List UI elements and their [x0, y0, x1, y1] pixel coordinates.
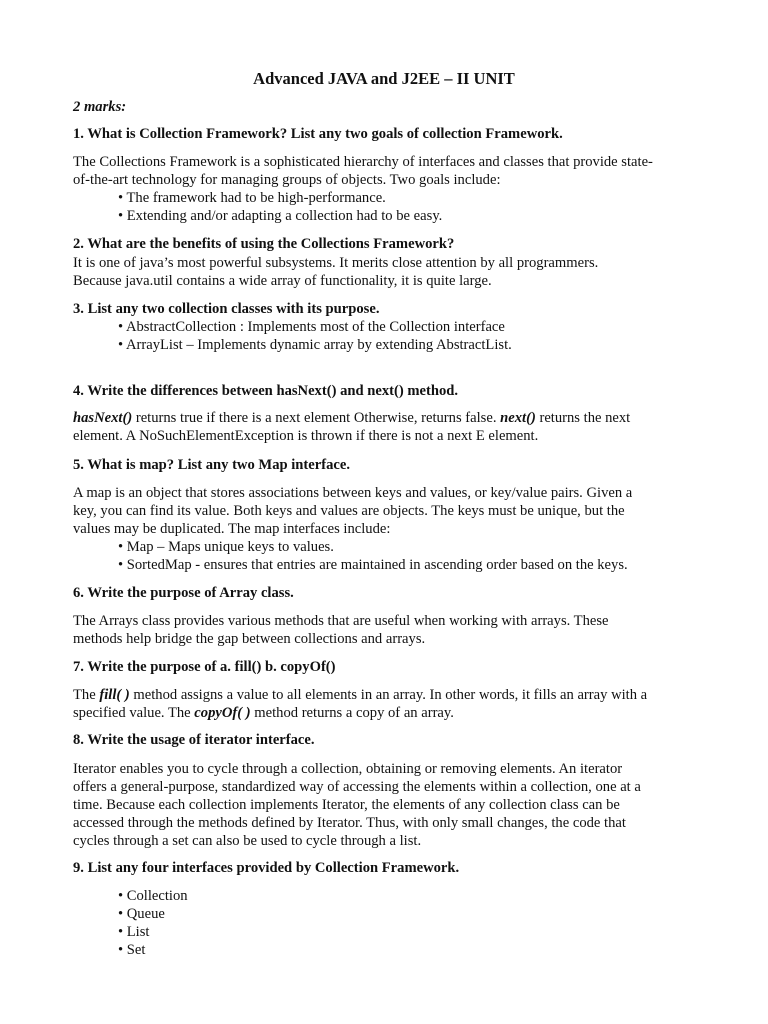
answer-3-bullet: • ArrayList – Implements dynamic array by extending AbstractList.	[118, 337, 512, 353]
answer-7-text: The	[73, 687, 100, 703]
answer-4-line	[73, 409, 630, 427]
answer-7-line	[73, 704, 454, 722]
answer-9-bullet: • Queue	[118, 906, 165, 922]
answer-8-line: time. Because each collection implements Iterator, the elements of any collection class can be	[73, 797, 620, 813]
question-2: 2. What are the benefits of using the Collections Framework?	[73, 236, 455, 252]
answer-9-bullet: • List	[118, 924, 150, 940]
answer-2-line: It is one of java’s most powerful subsystems. It merits close attention by all programmers.	[73, 255, 599, 271]
method-fill: fill( )	[99, 687, 130, 703]
answer-3-bullet: • AbstractCollection : Implements most of the Collection interface	[118, 319, 505, 335]
answer-6-line: The Arrays class provides various methods that are useful when working with arrays. These	[73, 613, 609, 629]
answer-7-text: method returns a copy of an array.	[250, 705, 454, 721]
method-hasnext: hasNext()	[73, 410, 133, 426]
answer-1-bullet: • The framework had to be high-performance.	[118, 190, 386, 206]
answer-4-text: returns the next	[535, 410, 631, 426]
method-next: next()	[500, 410, 536, 426]
question-4: 4. Write the differences between hasNext() and next() method.	[73, 383, 459, 399]
answer-7-text: method assigns a value to all elements in an array. In other words, it fills an array with a	[129, 687, 648, 703]
answer-5-bullet: • SortedMap - ensures that entries are maintained in ascending order based on the keys.	[118, 557, 628, 573]
question-7: 7. Write the purpose of a. fill() b. copyOf()	[73, 659, 336, 675]
document-title: Advanced JAVA and J2EE – II UNIT	[253, 69, 515, 88]
answer-5-line: values may be duplicated. The map interfaces include:	[73, 521, 391, 537]
answer-7-text: specified value. The	[73, 705, 195, 721]
answer-4-line: element. A NoSuchElementException is thrown if there is not a next E element.	[73, 428, 539, 444]
answer-8-line: accessed through the methods defined by Iterator. Thus, with only small changes, the code that	[73, 815, 626, 831]
answer-1-bullet: • Extending and/or adapting a collection had to be easy.	[118, 208, 443, 224]
question-8: 8. Write the usage of iterator interface.	[73, 732, 315, 748]
answer-1-line: The Collections Framework is a sophisticated hierarchy of interfaces and classes that provide state-	[73, 154, 653, 170]
question-6: 6. Write the purpose of Array class.	[73, 585, 294, 601]
answer-6-line: methods help bridge the gap between collections and arrays.	[73, 631, 426, 647]
answer-5-line: key, you can find its value. Both keys and values are objects. The keys must be unique, but the	[73, 503, 625, 519]
answer-5-bullet: • Map – Maps unique keys to values.	[118, 539, 334, 555]
question-9: 9. List any four interfaces provided by Collection Framework.	[73, 860, 460, 876]
question-1: 1. What is Collection Framework? List any two goals of collection Framework.	[73, 126, 563, 142]
question-5: 5. What is map? List any two Map interface.	[73, 457, 351, 473]
answer-5-line: A map is an object that stores associations between keys and values, or key/value pairs. Given a	[73, 485, 633, 501]
answer-8-line: cycles through a set can also be used to cycle through a list.	[73, 833, 422, 849]
answer-7-line	[73, 686, 647, 704]
answer-1-line: of-the-art technology for managing groups of objects. Two goals include:	[73, 172, 501, 188]
answer-9-bullet: • Set	[118, 942, 146, 958]
method-copyof: copyOf( )	[194, 705, 251, 721]
answer-4-text: returns true if there is a next element Otherwise, returns false.	[132, 410, 501, 426]
answer-9-bullet: • Collection	[118, 888, 188, 904]
answer-2-line: Because java.util contains a wide array of functionality, it is quite large.	[73, 273, 492, 289]
question-3: 3. List any two collection classes with its purpose.	[73, 301, 380, 317]
section-heading: 2 marks:	[73, 99, 127, 115]
answer-8-line: Iterator enables you to cycle through a collection, obtaining or removing elements. An iterator	[73, 761, 623, 777]
answer-8-line: offers a general-purpose, standardized way of accessing the elements within a collection, one at a	[73, 779, 641, 795]
